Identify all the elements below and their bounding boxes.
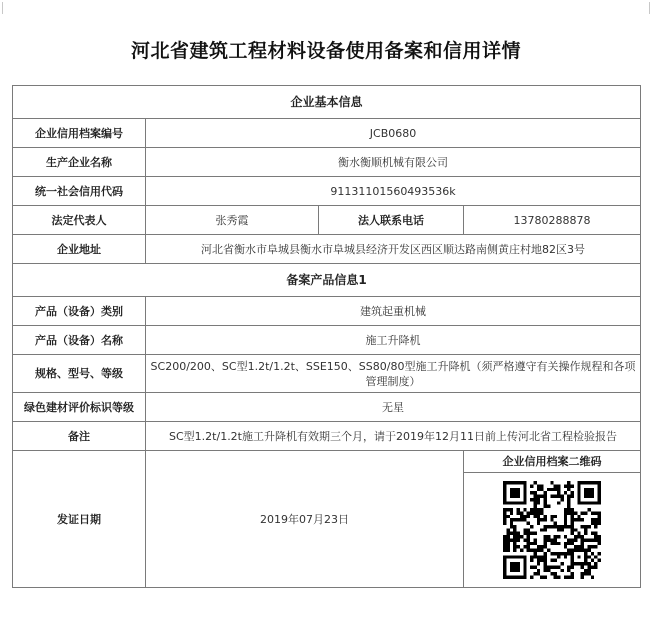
green-rating-label: 绿色建材评价标识等级: [13, 393, 146, 422]
company-section-heading: 企业基本信息: [13, 86, 641, 119]
spec-label: 规格、型号、等级: [13, 355, 146, 393]
qr-label: 企业信用档案二维码: [464, 451, 641, 473]
manufacturer-label: 生产企业名称: [13, 148, 146, 177]
issue-date-label: 发证日期: [13, 451, 146, 588]
legal-rep-label: 法定代表人: [13, 206, 146, 235]
page-title: 河北省建筑工程材料设备使用备案和信用详情: [130, 40, 521, 62]
address-label: 企业地址: [13, 235, 146, 264]
qr-cell: [464, 473, 641, 588]
issue-date-value: 2019年07月23日: [146, 451, 464, 588]
page-corner-mark-left: [2, 2, 11, 14]
product-name-value: 施工升降机: [146, 326, 641, 355]
legal-phone-value: 13780288878: [464, 206, 641, 235]
credit-file-no-value: JCB0680: [146, 119, 641, 148]
legal-rep-value: 张秀霞: [146, 206, 319, 235]
category-label: 产品（设备）类别: [13, 297, 146, 326]
product-name-label: 产品（设备）名称: [13, 326, 146, 355]
address-value: 河北省衡水市阜城县衡水市阜城县经济开发区西区顺达路南侧黄庄村地82区3号: [146, 235, 641, 264]
manufacturer-value: 衡水衡顺机械有限公司: [146, 148, 641, 177]
product-section-heading: 备案产品信息1: [13, 264, 641, 297]
credit-file-no-label: 企业信用档案编号: [13, 119, 146, 148]
legal-phone-label: 法人联系电话: [319, 206, 464, 235]
social-credit-code-label: 统一社会信用代码: [13, 177, 146, 206]
qr-code-icon: [503, 481, 601, 579]
remark-label: 备注: [13, 422, 146, 451]
spec-value: SC200/200、SC型1.2t/1.2t、SSE150、SS80/80型施工升降机（须严格遵守有关操作规程和各项管理制度）: [146, 355, 641, 393]
category-value: 建筑起重机械: [146, 297, 641, 326]
record-table: [12, 85, 641, 588]
green-rating-value: 无星: [146, 393, 641, 422]
remark-value: SC型1.2t/1.2t施工升降机有效期三个月，请于2019年12月11日前上传河北省工程检验报告: [146, 422, 641, 451]
social-credit-code-value: 91131101560493536k: [146, 177, 641, 206]
page-corner-mark-right: [641, 2, 650, 14]
